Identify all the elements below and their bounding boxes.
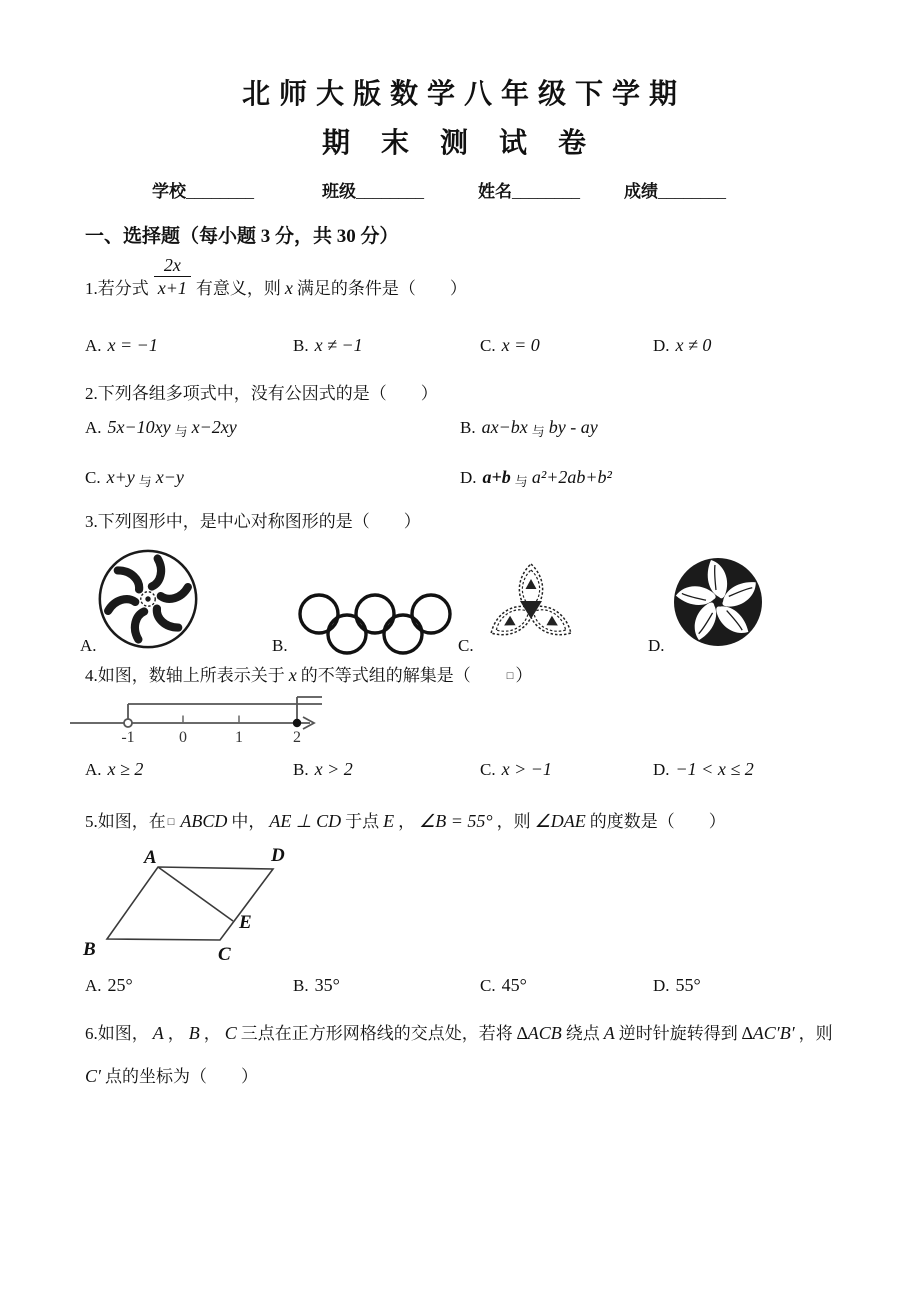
q6-point-a: A — [152, 1023, 164, 1043]
q5-option-b-value: 35° — [314, 975, 340, 995]
q3-figure-c-label: C. — [458, 636, 474, 655]
q5-text-1: 5.如图，在 — [85, 812, 166, 831]
q4-option-b-value: x > 2 — [314, 759, 353, 779]
q5-text-2: 中， — [231, 812, 266, 831]
score-label: 成绩 — [624, 182, 658, 201]
q5-text-3: 于点 — [345, 812, 380, 831]
q2-option-c-left: x+y — [106, 467, 135, 487]
q5-abcd: ABCD — [180, 811, 228, 831]
q2-option-a-conj: 与 — [174, 424, 188, 439]
q4-option-c — [480, 759, 552, 780]
vertex-label-b: B — [83, 939, 96, 960]
q6-text-7: ，则 — [798, 1024, 833, 1043]
name-field — [478, 177, 580, 202]
paper-title-line2: 期 末 测 试 卷 — [321, 128, 598, 159]
q5-option-c-label: C. — [480, 976, 496, 995]
parallelogram-figure — [70, 843, 310, 968]
fan-wheel-figure — [95, 546, 201, 652]
q6-text-1: 6.如图， — [85, 1024, 149, 1043]
q4-option-c-value: x > −1 — [501, 759, 552, 779]
question-2-stem: 2.下列各组多项式中，没有公因式的是（ ） — [85, 384, 438, 403]
tick-label-0: 0 — [179, 729, 187, 746]
q5-text-4: ， — [398, 812, 416, 831]
q5-text-6: 的度数是（ ） — [589, 812, 726, 831]
q2-option-b-right: by - ay — [548, 417, 598, 437]
score-field — [624, 177, 726, 202]
question-4-stem — [85, 661, 532, 686]
class-blank: ________ — [356, 182, 424, 201]
q1-option-c-label: C. — [480, 336, 496, 355]
q6-text-5: 绕点 — [565, 1024, 600, 1043]
score-blank: ________ — [658, 182, 726, 201]
q2-option-d-right: a²+2ab+b² — [531, 467, 612, 487]
question-3-stem: 3.下列图形中，是中心对称图形的是（ ） — [85, 512, 421, 531]
school-blank: ________ — [186, 182, 254, 201]
q5-point-e: E — [383, 811, 395, 831]
section-header: 一、选择题（每小题 3 分，共 30 分） — [85, 226, 399, 247]
vertex-label-a: A — [144, 847, 157, 868]
question-5-stem — [85, 807, 726, 832]
q1-var-x: x — [284, 277, 293, 298]
q5-option-c — [480, 975, 527, 996]
q2-option-b — [460, 417, 598, 440]
q4-var-x: x — [288, 665, 297, 685]
q5-ae-perp-cd: AE ⊥ CD — [269, 811, 342, 831]
open-circle-at-minus1 — [124, 719, 132, 727]
q4-option-d — [653, 759, 754, 780]
bauhinia-flower-figure — [672, 552, 764, 652]
q4-option-c-label: C. — [480, 760, 496, 779]
q6-triangle-acb: ∆ACB — [516, 1023, 562, 1043]
q5-option-b — [293, 975, 340, 996]
q5-option-a — [85, 975, 133, 996]
q1-option-b-label: B. — [293, 336, 309, 355]
q2-option-a — [85, 417, 237, 440]
question-6-stem-line1 — [85, 1019, 833, 1044]
q2-option-c-right: x−y — [155, 467, 184, 487]
q5-angle-b: ∠B = 55° — [419, 811, 493, 831]
tick-label-1: 1 — [235, 729, 243, 746]
q6-text-6: 逆时针旋转得到 — [618, 1024, 738, 1043]
q4-option-a-label: A. — [85, 760, 102, 779]
q5-option-d — [653, 975, 701, 996]
q2-option-b-conj: 与 — [531, 424, 545, 439]
q2-option-d-conj: 与 — [514, 474, 528, 489]
q2-option-d-label: D. — [460, 468, 477, 487]
q6-point-b: B — [188, 1023, 200, 1043]
q2-option-b-label: B. — [460, 418, 476, 437]
tick-label-minus1: -1 — [121, 729, 135, 746]
q1-option-c — [480, 335, 540, 356]
olympic-rings-figure — [296, 590, 454, 658]
number-line-figure — [68, 692, 358, 754]
closed-dot-at-2 — [293, 719, 301, 727]
vertex-label-e: E — [239, 912, 252, 933]
q5-option-b-label: B. — [293, 976, 309, 995]
q1-text-3: 满足的条件是（ ） — [296, 278, 467, 298]
q5-angle-dae: ∠DAE — [534, 811, 586, 831]
q1-text-2: 有意义，则 — [195, 278, 281, 298]
q2-option-a-left: 5x−10xy — [107, 417, 171, 437]
q2-option-a-label: A. — [85, 418, 102, 437]
q4-option-a-value: x ≥ 2 — [107, 759, 144, 779]
q2-option-d-left: a+b — [482, 467, 511, 487]
q1-fraction-numerator: 2x — [163, 255, 181, 275]
q4-option-b-label: B. — [293, 760, 309, 779]
q1-text-1: 1.若分式 — [85, 278, 149, 298]
q6-text-4: 三点在正方形网格线的交点处，若将 — [240, 1024, 513, 1043]
q2-option-a-right: x−2xy — [191, 417, 237, 437]
q4-option-b — [293, 759, 353, 780]
class-field — [322, 177, 424, 202]
q4-text-3: ） — [515, 666, 533, 685]
q5-option-c-value: 45° — [501, 975, 527, 995]
q3-figure-a-label: A. — [80, 636, 97, 655]
paper-title-line1: 北 师 大 版 数 学 八 年 级 下 学 期 — [241, 79, 678, 110]
q2-option-d — [460, 467, 612, 490]
q1-option-a-value: x = −1 — [107, 335, 158, 355]
q6-text-3: ， — [203, 1024, 221, 1043]
q1-option-a-label: A. — [85, 336, 102, 355]
segment-ae — [158, 867, 233, 921]
q1-fraction-denominator: x+1 — [154, 276, 191, 299]
q1-option-a — [85, 335, 158, 356]
tick-label-2: 2 — [293, 729, 301, 746]
q1-option-b — [293, 335, 363, 356]
q6-c-prime: C′ — [85, 1066, 101, 1086]
q5-option-d-label: D. — [653, 976, 670, 995]
q2-option-c-conj: 与 — [138, 474, 152, 489]
q2-option-b-left: ax−bx — [481, 417, 528, 437]
q4-option-d-label: D. — [653, 760, 670, 779]
q6-text-2: ， — [167, 1024, 185, 1043]
q6-rotate-point-a: A — [603, 1023, 615, 1043]
q4-text-1: 4.如图，数轴上所表示关于 — [85, 666, 285, 685]
q4-box-glyph: □ — [506, 670, 514, 682]
vertex-label-c: C — [218, 944, 231, 965]
q4-text-2: 的不等式组的解集是（ — [300, 666, 505, 685]
q3-figure-d-label: D. — [648, 636, 665, 655]
fan-hub-dot — [145, 596, 150, 601]
question-1-stem — [85, 256, 467, 299]
q1-option-d-value: x ≠ 0 — [675, 335, 712, 355]
q6-point-c: C — [224, 1023, 237, 1043]
q4-option-d-value: −1 < x ≤ 2 — [675, 759, 754, 779]
q1-option-c-value: x = 0 — [501, 335, 540, 355]
name-label: 姓名 — [478, 182, 512, 201]
q1-option-b-value: x ≠ −1 — [314, 335, 363, 355]
name-blank: ________ — [512, 182, 580, 201]
class-label: 班级 — [322, 182, 356, 201]
q5-text-5: ，则 — [496, 812, 531, 831]
q2-option-c-label: C. — [85, 468, 101, 487]
q1-fraction — [154, 256, 191, 299]
school-field — [152, 177, 254, 202]
parallelogram-symbol: □ — [167, 816, 175, 828]
school-label: 学校 — [152, 182, 186, 201]
q4-option-a — [85, 759, 143, 780]
vertex-label-d: D — [271, 845, 285, 866]
question-6-stem-line2 — [85, 1062, 258, 1087]
q3-figure-b-label: B. — [272, 636, 288, 655]
q5-option-d-value: 55° — [675, 975, 701, 995]
q6-triangle-acb-prime: ∆AC′B′ — [741, 1023, 795, 1043]
q2-option-c — [85, 467, 184, 490]
q5-option-a-label: A. — [85, 976, 102, 995]
q1-option-d — [653, 335, 711, 356]
q1-option-d-label: D. — [653, 336, 670, 355]
triquetra-knot-figure — [483, 550, 579, 658]
q6-text-8: 点的坐标为（ ） — [104, 1067, 258, 1086]
q5-option-a-value: 25° — [107, 975, 133, 995]
